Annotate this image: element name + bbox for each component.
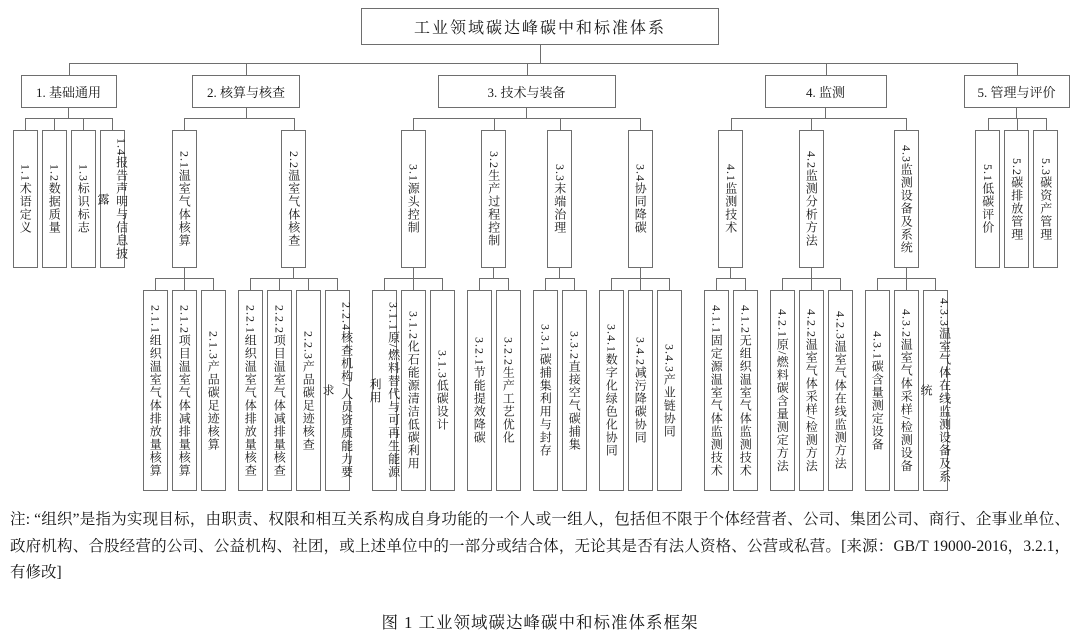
subtree-3-1-3 [428,278,457,491]
subtree-2-1 [137,118,232,491]
connector-line [293,268,294,278]
node-4-3-2: 4.3.2温室气体采样/检测设备 [894,290,919,491]
connector-line [526,108,527,118]
node-4-2-2: 4.2.2温室气体采样/检测方法 [799,290,824,491]
node-2-1-2: 2.1.2项目温室气体减排量核算 [172,290,197,491]
children-row-3-2 [465,278,523,491]
node-2: 2. 核算与核查 [192,75,300,108]
subtree-3-3-1 [531,278,560,491]
children-row-4-3 [863,278,950,491]
children-row-2 [137,118,356,491]
node-3-1-3: 3.1.3低碳设计 [430,290,455,491]
children-row-5 [973,118,1060,268]
connector-line [413,268,414,278]
subtree-3-4-3 [655,278,684,491]
connector-line [906,268,907,278]
node-3-3-2: 3.3.2直接空气碳捕集 [562,290,587,491]
node-4: 4. 监测 [765,75,887,108]
subtree-4-2-1 [768,278,797,491]
connector-line [811,268,812,278]
connector-line [246,108,247,118]
children-row-3-4 [597,278,684,491]
node-2-1: 2.1温室气体核算 [172,130,197,268]
subtree-3-2 [461,118,527,491]
standards-framework-diagram [8,8,1072,491]
subtree-5 [959,63,1075,268]
subtree-5-2 [1002,118,1031,268]
connector-line [559,268,560,278]
node-5-2: 5.2碳排放管理 [1004,130,1029,268]
children-row-2-1 [141,278,228,491]
children-row-4-1 [702,278,760,491]
connector-line [825,108,826,118]
node-4-3: 4.3监测设备及系统 [894,130,919,268]
node-2-2-4: 2.2.4核查机构/人员资质能力要求 [325,290,350,491]
subtree-4-3-1 [863,278,892,491]
connector-line [493,268,494,278]
subtree-1-2 [40,118,69,268]
node-2-2-2: 2.2.2项目温室气体减排量核查 [267,290,292,491]
children-row-1 [11,118,127,268]
subtree-3-4-2 [626,278,655,491]
children-row-2-2 [236,278,352,491]
subtree-3-3 [527,118,593,491]
node-5-3: 5.3碳资产管理 [1033,130,1058,268]
node-4-2: 4.2监测分析方法 [799,130,824,268]
subtree-3 [361,63,693,491]
node-5-1: 5.1低碳评价 [975,130,1000,268]
node-3-2: 3.2生产过程控制 [481,130,506,268]
node-1-1: 1.1术语定义 [13,130,38,268]
subtree-2 [132,63,361,491]
node-3-3-1: 3.3.1碳捕集利用与封存 [533,290,558,491]
node-4-1-2: 4.1.2无组织温室气体监测技术 [733,290,758,491]
subtree-4-3 [859,118,954,491]
subtree-4-2 [764,118,859,491]
node-3-1-1: 3.1.1原/燃料替代与可再生能源利用 [372,290,397,491]
subtree-3-2-2 [494,278,523,491]
subtree-4-2-2 [797,278,826,491]
subtree-3-1 [366,118,461,491]
node-3-3: 3.3末端治理 [547,130,572,268]
node-2-2: 2.2温室气体核查 [281,130,306,268]
node-root: 工业领域碳达峰碳中和标准体系 [361,8,719,45]
node-4-3-3: 4.3.3温室气体在线监测设备及系统 [923,290,948,491]
children-row-3-3 [531,278,589,491]
subtree-2-2-2 [265,278,294,491]
node-1-3: 1.3标识标志 [71,130,96,268]
node-4-1-1: 4.1.1固定源温室气体监测技术 [704,290,729,491]
children-row-4-2 [768,278,855,491]
subtree-3-1-2 [399,278,428,491]
figure-caption: 图 1 工业领域碳达峰碳中和标准体系框架 [381,612,699,632]
figure-note: 注: “组织”是指为实现目标，由职责、权限和相互关系构成自身功能的一个人或一组人，包括但不限于个体经营者、公司、集团公司、商行、企事业单位、政府机构、合股经营的公司、公益机构、社团，或上述单位中的一部分或结合体，无论其是否有法人资格、公营或私营。[来源：GB/T 19000-2016，3.2.1，有修改] [10,511,1070,582]
node-3-2-2: 3.2.2生产工艺优化 [496,290,521,491]
node-2-1-1: 2.1.1组织温室气体排放量核算 [143,290,168,491]
subtree-1 [6,63,132,268]
children-row-3-1 [370,278,457,491]
subtree-2-1-1 [141,278,170,491]
node-3-4-2: 3.4.2减污降碳协同 [628,290,653,491]
node-4-2-1: 4.2.1原/燃料碳含量测定方法 [770,290,795,491]
subtree-1-1 [11,118,40,268]
branch-row [6,63,1075,491]
subtree-4-1-1 [702,278,731,491]
subtree-3-2-1 [465,278,494,491]
node-3-4-1: 3.4.1数字化绿色化协同 [599,290,624,491]
node-3-4-3: 3.4.3产业链协同 [657,290,682,491]
connector-line [184,268,185,278]
subtree-4-2-3 [826,278,855,491]
subtree-4-1-2 [731,278,760,491]
node-3: 3. 技术与装备 [438,75,616,108]
subtree-5-1 [973,118,1002,268]
children-row-3 [366,118,688,491]
subtree-2-1-2 [170,278,199,491]
node-4-3-1: 4.3.1碳含量测定设备 [865,290,890,491]
connector-line [68,108,69,118]
subtree-5-3 [1031,118,1060,268]
node-4-2-3: 4.2.3温室气体在线监测方法 [828,290,853,491]
subtree-4 [693,63,959,491]
subtree-2-2 [232,118,356,491]
node-3-1: 3.1源头控制 [401,130,426,268]
connector-line [640,268,641,278]
subtree-2-1-3 [199,278,228,491]
subtree-2-2-4 [323,278,352,491]
subtree-4-3-3 [921,278,950,491]
node-1: 1. 基础通用 [21,75,117,108]
connector-line [1016,108,1017,118]
connector-line [730,268,731,278]
node-2-2-3: 2.2.3产品碳足迹核查 [296,290,321,491]
node-3-4: 3.4协同降碳 [628,130,653,268]
connector-line [540,45,541,63]
node-3-1-2: 3.1.2化石能源清洁低碳利用 [401,290,426,491]
subtree-4-1 [698,118,764,491]
node-3-2-1: 3.2.1节能提效降碳 [467,290,492,491]
node-2-2-1: 2.2.1组织温室气体排放量核查 [238,290,263,491]
subtree-3-1-1 [370,278,399,491]
node-2-1-3: 2.1.3产品碳足迹核算 [201,290,226,491]
node-1-4: 1.4报告声明与信息披露 [100,130,125,268]
node-4-1: 4.1监测技术 [718,130,743,268]
node-1-2: 1.2数据质量 [42,130,67,268]
subtree-3-4 [593,118,688,491]
node-5: 5. 管理与评价 [964,75,1070,108]
subtree-1-4 [98,118,127,268]
subtree-3-4-1 [597,278,626,491]
subtree-3-3-2 [560,278,589,491]
children-row-4 [698,118,954,491]
subtree-2-2-1 [236,278,265,491]
